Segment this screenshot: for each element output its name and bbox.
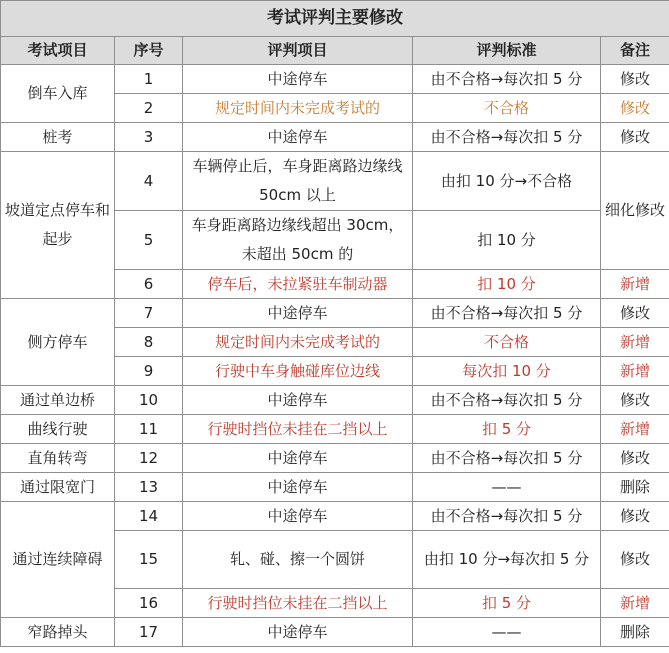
row-number: 12 bbox=[115, 444, 183, 473]
row-number: 7 bbox=[115, 299, 183, 328]
table-row bbox=[1, 502, 669, 531]
remark: 修改 bbox=[601, 299, 669, 328]
remark: 修改 bbox=[601, 531, 669, 589]
remark: 修改 bbox=[601, 502, 669, 531]
remark: 新增 bbox=[601, 270, 669, 299]
judging-standard: 每次扣 10 分 bbox=[413, 357, 601, 386]
judging-item: 中途停车 bbox=[183, 123, 413, 152]
judging-standard: 扣 5 分 bbox=[413, 589, 601, 618]
judging-standard: —— bbox=[413, 618, 601, 647]
table-row bbox=[1, 444, 669, 473]
header-remark: 备注 bbox=[601, 37, 669, 65]
exam-item-cell: 桩考 bbox=[1, 123, 115, 152]
remark: 新增 bbox=[601, 357, 669, 386]
table-row bbox=[1, 415, 669, 444]
exam-item-cell: 通过连续障碍 bbox=[1, 502, 115, 618]
table-title: 考试评判主要修改 bbox=[1, 1, 669, 37]
row-number: 3 bbox=[115, 123, 183, 152]
row-number: 8 bbox=[115, 328, 183, 357]
remark: 删除 bbox=[601, 618, 669, 647]
remark: 新增 bbox=[601, 415, 669, 444]
exam-item-cell: 通过单边桥 bbox=[1, 386, 115, 415]
table-row bbox=[1, 299, 669, 328]
row-number: 17 bbox=[115, 618, 183, 647]
header-judging-item: 评判项目 bbox=[183, 37, 413, 65]
judging-standard: 由不合格→每次扣 5 分 bbox=[413, 502, 601, 531]
judging-standard: 由不合格→每次扣 5 分 bbox=[413, 299, 601, 328]
judging-item: 轧、碰、擦一个圆饼 bbox=[183, 531, 413, 589]
judging-item: 中途停车 bbox=[183, 386, 413, 415]
exam-item-cell: 曲线行驶 bbox=[1, 415, 115, 444]
judging-item: 中途停车 bbox=[183, 444, 413, 473]
row-number: 2 bbox=[115, 94, 183, 123]
table-row bbox=[1, 386, 669, 415]
judging-standard: 由扣 10 分→每次扣 5 分 bbox=[413, 531, 601, 589]
row-number: 4 bbox=[115, 152, 183, 211]
remark: 修改 bbox=[601, 123, 669, 152]
judging-item: 停车后，未拉紧驻车制动器 bbox=[183, 270, 413, 299]
judging-standard: 扣 5 分 bbox=[413, 415, 601, 444]
table-row bbox=[1, 123, 669, 152]
header-judging-standard: 评判标准 bbox=[413, 37, 601, 65]
remark: 新增 bbox=[601, 589, 669, 618]
exam-item-cell: 坡道定点停车和起步 bbox=[1, 152, 115, 299]
row-number: 16 bbox=[115, 589, 183, 618]
remark: 细化修改 bbox=[601, 152, 669, 270]
exam-item-cell: 窄路掉头 bbox=[1, 618, 115, 647]
remark: 修改 bbox=[601, 444, 669, 473]
table-row bbox=[1, 65, 669, 94]
exam-item-cell: 侧方停车 bbox=[1, 299, 115, 386]
judging-standard: 由不合格→每次扣 5 分 bbox=[413, 123, 601, 152]
judging-standard: 不合格 bbox=[413, 94, 601, 123]
judging-item: 车身距离路边缘线超出 30cm，未超出 50cm 的 bbox=[183, 211, 413, 270]
row-number: 9 bbox=[115, 357, 183, 386]
table-row bbox=[1, 152, 669, 211]
row-number: 15 bbox=[115, 531, 183, 589]
header-exam-item: 考试项目 bbox=[1, 37, 115, 65]
row-number: 10 bbox=[115, 386, 183, 415]
row-number: 11 bbox=[115, 415, 183, 444]
judging-item: 中途停车 bbox=[183, 502, 413, 531]
judging-standard: —— bbox=[413, 473, 601, 502]
judging-item: 中途停车 bbox=[183, 299, 413, 328]
judging-standard: 不合格 bbox=[413, 328, 601, 357]
judging-standard: 由不合格→每次扣 5 分 bbox=[413, 65, 601, 94]
row-number: 14 bbox=[115, 502, 183, 531]
judging-item: 行驶时挡位未挂在二挡以上 bbox=[183, 415, 413, 444]
judging-standard: 由不合格→每次扣 5 分 bbox=[413, 444, 601, 473]
remark: 删除 bbox=[601, 473, 669, 502]
table-row bbox=[1, 473, 669, 502]
judging-standard: 由不合格→每次扣 5 分 bbox=[413, 386, 601, 415]
judging-item: 行驶中车身触碰库位边线 bbox=[183, 357, 413, 386]
row-number: 13 bbox=[115, 473, 183, 502]
remark: 修改 bbox=[601, 386, 669, 415]
judging-item: 中途停车 bbox=[183, 65, 413, 94]
remark: 修改 bbox=[601, 94, 669, 123]
exam-item-cell: 直角转弯 bbox=[1, 444, 115, 473]
exam-item-cell: 通过限宽门 bbox=[1, 473, 115, 502]
row-number: 5 bbox=[115, 211, 183, 270]
row-number: 6 bbox=[115, 270, 183, 299]
row-number: 1 bbox=[115, 65, 183, 94]
table-row bbox=[1, 618, 669, 647]
judging-standard: 扣 10 分 bbox=[413, 270, 601, 299]
remark: 修改 bbox=[601, 65, 669, 94]
remark: 新增 bbox=[601, 328, 669, 357]
judging-standard: 扣 10 分 bbox=[413, 211, 601, 270]
header-number: 序号 bbox=[115, 37, 183, 65]
judging-item: 车辆停止后，车身距离路边缘线 50cm 以上 bbox=[183, 152, 413, 211]
exam-item-cell: 倒车入库 bbox=[1, 65, 115, 123]
judging-item: 行驶时挡位未挂在二挡以上 bbox=[183, 589, 413, 618]
judging-item: 规定时间内未完成考试的 bbox=[183, 94, 413, 123]
judging-standard: 由扣 10 分→不合格 bbox=[413, 152, 601, 211]
judging-item: 中途停车 bbox=[183, 618, 413, 647]
judging-item: 规定时间内未完成考试的 bbox=[183, 328, 413, 357]
judging-item: 中途停车 bbox=[183, 473, 413, 502]
